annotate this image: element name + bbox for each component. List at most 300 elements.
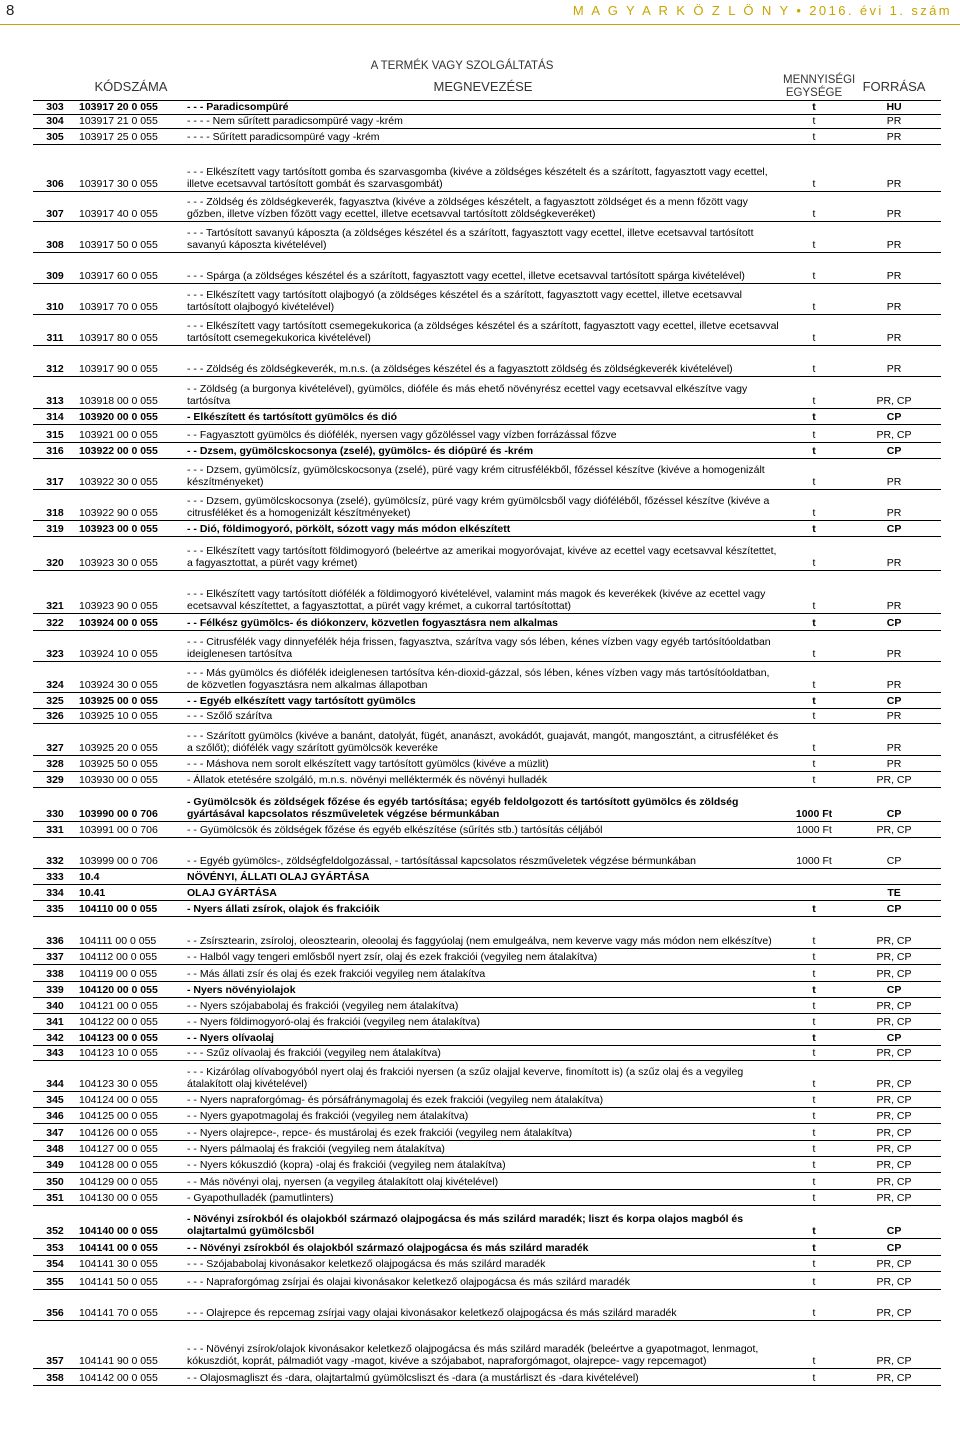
row-description: - - - Spárga (a zöldséges készétel és a szárított, fagyasztott vagy ecettel, illetve ecetsavval tartósított spárga kivételével): [185, 253, 781, 284]
table-row: [33, 115, 941, 129]
header-blank-src: [847, 52, 941, 72]
row-number: 305: [33, 129, 77, 145]
row-description: - - - Dzsem, gyümölcskocsonya (zselé), gyümölcsíz, püré vagy krém gyümölcsből vagy dióféléből, főzéssel készítve (kivéve a citrusféléket és a homogenizált készítményeket): [185, 490, 781, 521]
row-unit: t: [781, 145, 847, 192]
row-code: 104112 00 0 055: [77, 949, 185, 965]
row-number: 340: [33, 998, 77, 1014]
row-number: 330: [33, 788, 77, 822]
row-source: PR: [847, 284, 941, 315]
row-number: 329: [33, 772, 77, 788]
row-unit: t: [781, 772, 847, 788]
table-row: [33, 788, 941, 822]
row-number: 323: [33, 631, 77, 662]
row-code: 103918 00 0 055: [77, 377, 185, 409]
table-row: [33, 965, 941, 982]
row-number: 325: [33, 693, 77, 709]
row-code: 104123 30 0 055: [77, 1061, 185, 1092]
row-unit: t: [781, 1108, 847, 1124]
row-unit: t: [781, 1141, 847, 1157]
row-description: - - - Olajrepce és repcemag zsírjai vagy olajai kivonásakor keletkező olajpogácsa és más szilárd maradék: [185, 1290, 781, 1321]
row-description: - Gyapothulladék (pamutlinters): [185, 1190, 781, 1206]
table-row: [33, 1173, 941, 1190]
row-source: CP: [847, 443, 941, 459]
row-code: 103922 30 0 055: [77, 459, 185, 490]
row-source: CP: [847, 1030, 941, 1046]
row-unit: t: [781, 1124, 847, 1141]
row-description: - - - Szárított gyümölcs (kivéve a banánt, datolyát, fügét, ananászt, avokádót, guajavát, mangót, mangosztánt, a citrusféléket és a szőlőt); diófélék vagy szárított gyümölcsök keveréke: [185, 724, 781, 756]
row-description: - - Nyers olajrepce-, repce- és mustárolaj és ezek frakciói (vegyileg nem átalakítva): [185, 1124, 781, 1141]
row-unit: t: [781, 1046, 847, 1061]
row-code: 103925 50 0 055: [77, 756, 185, 772]
row-code: 103917 25 0 055: [77, 129, 185, 145]
row-unit: t: [781, 1256, 847, 1272]
row-number: 355: [33, 1272, 77, 1290]
row-description: - - - Szűz olívaolaj és frakciói (vegyileg nem átalakítva): [185, 1046, 781, 1061]
row-code: 103917 40 0 055: [77, 192, 185, 222]
row-source: PR: [847, 346, 941, 377]
row-unit: t: [781, 1321, 847, 1369]
table-row: [33, 1157, 941, 1173]
row-code: 103917 21 0 055: [77, 115, 185, 129]
row-unit: t: [781, 1369, 847, 1386]
row-unit: 1000 Ft: [781, 838, 847, 869]
row-unit: t: [781, 631, 847, 662]
name-column-header: MEGNEVEZÉSE: [433, 78, 533, 94]
row-description: - - - Más gyümölcs és diófélék ideiglenesen tartósítva kén-dioxid-gázzal, sós lében, kénes vízben vagy más tartósítóoldatban, de közvetlen fogyasztásra nem alkalmas állapotban: [185, 662, 781, 693]
row-unit: t: [781, 571, 847, 614]
row-source: PR, CP: [847, 1290, 941, 1321]
row-number: 331: [33, 822, 77, 838]
row-description: - - - Elkészített vagy tartósított csemegekukorica (a zöldséges készétel és a szárított, fagyasztott vagy ecettel, illetve ecetsavval tartósított csemegekukorica kivételével): [185, 315, 781, 346]
row-description: - - Növényi zsírokból és olajokból származó olajpogácsa és más szilárd maradék: [185, 1239, 781, 1256]
row-description: - - Dió, földimogyoró, pörkölt, sózott vagy más módon elkészített: [185, 521, 781, 537]
row-source: PR, CP: [847, 425, 941, 443]
row-number: 308: [33, 222, 77, 253]
row-number: 349: [33, 1157, 77, 1173]
row-code: 104141 50 0 055: [77, 1272, 185, 1290]
table-row: [33, 772, 941, 788]
row-unit: t: [781, 1290, 847, 1321]
table-row: [33, 521, 941, 537]
row-description: - - Nyers napraforgómag- és pórsáfránymagolaj és ezek frakciói (vegyileg nem átalakítva): [185, 1092, 781, 1108]
row-source: PR, CP: [847, 1141, 941, 1157]
row-description: - - - Dzsem, gyümölcsíz, gyümölcskocsonya (zselé), püré vagy krém citrusfélékből, főzéssel készítve (kivéve a homogenizált készítményeket): [185, 459, 781, 490]
table-row: [33, 253, 941, 284]
row-number: 326: [33, 709, 77, 724]
row-source: PR, CP: [847, 998, 941, 1014]
row-description: - - - Kizárólag olívabogyóból nyert olaj és frakciói nyersen (a szűz olajjal keverve, finomított is) (a szűz olaj és a vegyileg átalakított olaj kivételével): [185, 1061, 781, 1092]
row-unit: t: [781, 1014, 847, 1030]
row-number: 348: [33, 1141, 77, 1157]
row-code: 104141 00 0 055: [77, 1239, 185, 1256]
row-source: PR, CP: [847, 1272, 941, 1290]
row-code: 103917 60 0 055: [77, 253, 185, 284]
table-row: [33, 614, 941, 631]
table-row: [33, 537, 941, 571]
table-row: [33, 409, 941, 425]
table-row: [33, 724, 941, 756]
row-number: 307: [33, 192, 77, 222]
row-source: CP: [847, 409, 941, 425]
product-table: [33, 52, 941, 1386]
row-unit: t: [781, 377, 847, 409]
row-source: PR, CP: [847, 1092, 941, 1108]
table-row: [33, 1061, 941, 1092]
row-code: 103923 00 0 055: [77, 521, 185, 537]
row-description: - - Más növényi olaj, nyersen (a vegyileg átalakított olaj kivételével): [185, 1173, 781, 1190]
row-description: - Nyers állati zsírok, olajok és frakcióik: [185, 901, 781, 917]
row-unit: t: [781, 756, 847, 772]
row-number: 344: [33, 1061, 77, 1092]
row-number: 318: [33, 490, 77, 521]
row-source: PR, CP: [847, 1061, 941, 1092]
row-description: - - Olajosmagliszt és -dara, olajtartalmú gyümölcsliszt és -dara (a mustárliszt és -dara kivételével): [185, 1369, 781, 1386]
row-source: PR, CP: [847, 1157, 941, 1173]
row-unit: t: [781, 1272, 847, 1290]
row-number: 353: [33, 1239, 77, 1256]
row-number: 345: [33, 1092, 77, 1108]
table-row: [33, 1206, 941, 1239]
table-row: [33, 490, 941, 521]
row-code: 103920 00 0 055: [77, 409, 185, 425]
row-source: PR, CP: [847, 949, 941, 965]
table-row: [33, 949, 941, 965]
row-source: PR, CP: [847, 1369, 941, 1386]
row-source: CP: [847, 788, 941, 822]
row-number: 332: [33, 838, 77, 869]
row-description: - - Zsírsztearin, zsíroloj, oleosztearin, oleoolaj és faggyúolaj (nem emulgeálva, nem keverve vagy más módon nem elkészítve): [185, 917, 781, 949]
row-number: 321: [33, 571, 77, 614]
row-description: - Elkészített és tartósított gyümölcs és dió: [185, 409, 781, 425]
source-column-header: FORRÁSA: [862, 78, 926, 94]
row-code: 104140 00 0 055: [77, 1206, 185, 1239]
row-description: - - - - Nem sűrített paradicsompüré vagy -krém: [185, 115, 781, 129]
table-row: [33, 1256, 941, 1272]
row-number: 315: [33, 425, 77, 443]
row-number: 303: [33, 101, 77, 115]
row-number: 327: [33, 724, 77, 756]
table-row: [33, 838, 941, 869]
row-unit: t: [781, 459, 847, 490]
row-unit: t: [781, 101, 847, 115]
row-code: 103917 50 0 055: [77, 222, 185, 253]
row-source: PR: [847, 709, 941, 724]
row-unit: t: [781, 346, 847, 377]
table-row: [33, 693, 941, 709]
row-source: HU: [847, 101, 941, 115]
row-unit: 1000 Ft: [781, 788, 847, 822]
row-number: 346: [33, 1108, 77, 1124]
table-row: [33, 1272, 941, 1290]
row-source: PR: [847, 115, 941, 129]
row-number: 337: [33, 949, 77, 965]
row-source: PR: [847, 192, 941, 222]
row-source: CP: [847, 901, 941, 917]
row-code: 104141 90 0 055: [77, 1321, 185, 1369]
row-unit: t: [781, 1061, 847, 1092]
row-code: 103990 00 0 706: [77, 788, 185, 822]
row-description: - - Fagyasztott gyümölcs és diófélék, nyersen vagy gőzöléssel vagy vízben forrázással főzve: [185, 425, 781, 443]
row-number: 339: [33, 982, 77, 998]
table-row: [33, 192, 941, 222]
row-unit: t: [781, 982, 847, 998]
row-description: - - - Növényi zsírok/olajok kivonásakor keletkező olajpogácsa és más szilárd maradék (beleértve a gyapotmagot, lenmagot, kókuszdiót, koprát, pálmadiót vagy -magot, kivéve a szójababot, napraforgómagot, olajrepce- vagy repcemagot): [185, 1321, 781, 1369]
row-code: 103921 00 0 055: [77, 425, 185, 443]
row-code: 104129 00 0 055: [77, 1173, 185, 1190]
row-source: [847, 869, 941, 885]
table-row: [33, 315, 941, 346]
table-row: [33, 346, 941, 377]
row-code: 104130 00 0 055: [77, 1190, 185, 1206]
row-unit: t: [781, 724, 847, 756]
row-description: - - - Elkészített vagy tartósított gomba és szarvasgomba (kivéve a zöldséges készételt és a szárított, fagyasztott vagy ecettel, illetve ecetsavval tartósított gombát és szarvasgombát): [185, 145, 781, 192]
row-unit: t: [781, 284, 847, 315]
row-source: CP: [847, 693, 941, 709]
table-row: [33, 1369, 941, 1386]
row-number: 343: [33, 1046, 77, 1061]
table-row: [33, 998, 941, 1014]
table-row: [33, 1124, 941, 1141]
row-source: PR, CP: [847, 1321, 941, 1369]
table-row: [33, 425, 941, 443]
row-code: 103930 00 0 055: [77, 772, 185, 788]
table-row: [33, 129, 941, 145]
row-unit: t: [781, 521, 847, 537]
header-rule: [0, 24, 960, 25]
row-code: 103925 10 0 055: [77, 709, 185, 724]
row-source: PR, CP: [847, 1256, 941, 1272]
row-description: - - Egyéb elkészített vagy tartósított gyümölcs: [185, 693, 781, 709]
row-number: 309: [33, 253, 77, 284]
row-unit: t: [781, 662, 847, 693]
table-row: [33, 1092, 941, 1108]
row-source: PR, CP: [847, 1190, 941, 1206]
row-source: TE: [847, 885, 941, 901]
row-description: - - Nyers szójababolaj és frakciói (vegyileg nem átalakítva): [185, 998, 781, 1014]
row-unit: t: [781, 490, 847, 521]
row-code: 103923 90 0 055: [77, 571, 185, 614]
table-row: [33, 377, 941, 409]
row-source: PR: [847, 724, 941, 756]
row-code: 104126 00 0 055: [77, 1124, 185, 1141]
row-unit: t: [781, 1206, 847, 1239]
row-unit: t: [781, 1030, 847, 1046]
row-source: PR, CP: [847, 822, 941, 838]
row-number: 324: [33, 662, 77, 693]
row-description: - - Más állati zsír és olaj és ezek frakciói vegyileg nem átalakítva: [185, 965, 781, 982]
row-code: 103917 20 0 055: [77, 101, 185, 115]
row-number: 322: [33, 614, 77, 631]
product-group-header: A TERMÉK VAGY SZOLGÁLTATÁS: [370, 60, 554, 72]
row-code: 103925 00 0 055: [77, 693, 185, 709]
row-description: - - Nyers gyapotmagolaj és frakciói (vegyileg nem átalakítva): [185, 1108, 781, 1124]
row-number: 350: [33, 1173, 77, 1190]
table-row: [33, 869, 941, 885]
row-description: - - Zöldség (a burgonya kivételével), gyümölcs, dióféle és más ehető növényrész ecettel vagy ecetsavval elkészítve vagy tartósítva: [185, 377, 781, 409]
row-source: PR: [847, 253, 941, 284]
row-source: PR, CP: [847, 1124, 941, 1141]
table-row: [33, 571, 941, 614]
row-description: - - - Elkészített vagy tartósított földimogyoró (beleértve az amerikai mogyoróvajat, kivéve az ecettel vagy ecetsavval készítettet, a fagyasztottat, a pürét vagy krémet): [185, 537, 781, 571]
table-row: [33, 145, 941, 192]
table-row: [33, 1290, 941, 1321]
row-code: 103925 20 0 055: [77, 724, 185, 756]
table-body: [33, 101, 941, 1386]
journal-title: M A G Y A R K Ö Z L Ö N Y • 2016. évi 1. szám: [572, 3, 952, 18]
table-row: [33, 709, 941, 724]
row-source: PR: [847, 315, 941, 346]
table-row: [33, 662, 941, 693]
row-unit: 1000 Ft: [781, 822, 847, 838]
table-row: [33, 1141, 941, 1157]
row-number: 311: [33, 315, 77, 346]
row-unit: t: [781, 1157, 847, 1173]
row-source: PR, CP: [847, 1046, 941, 1061]
row-source: CP: [847, 521, 941, 537]
table-row: [33, 756, 941, 772]
row-code: 104110 00 0 055: [77, 901, 185, 917]
row-number: 356: [33, 1290, 77, 1321]
row-description: - - Nyers kókuszdió (kopra) -olaj és frakciói (vegyileg nem átalakítva): [185, 1157, 781, 1173]
table-row: [33, 917, 941, 949]
row-description: - - - Zöldség és zöldségkeverék, m.n.s. (a zöldséges készétel és a fagyasztott zöldség és zöldségkeverék kivételével): [185, 346, 781, 377]
row-unit: [781, 885, 847, 901]
row-source: PR, CP: [847, 1108, 941, 1124]
row-code: 104119 00 0 055: [77, 965, 185, 982]
row-code: 104125 00 0 055: [77, 1108, 185, 1124]
row-source: PR, CP: [847, 965, 941, 982]
unit-column-header: MENNYISÉGI EGYSÉGE: [783, 74, 856, 99]
row-source: PR: [847, 537, 941, 571]
row-unit: t: [781, 315, 847, 346]
table-row: [33, 1030, 941, 1046]
row-code: 103922 90 0 055: [77, 490, 185, 521]
row-description: - - - Paradicsompüré: [185, 101, 781, 115]
row-unit: [781, 869, 847, 885]
row-unit: t: [781, 965, 847, 982]
row-unit: t: [781, 709, 847, 724]
row-number: 333: [33, 869, 77, 885]
row-description: - - Nyers földimogyoró-olaj és frakciói (vegyileg nem átalakítva): [185, 1014, 781, 1030]
row-code: 104123 10 0 055: [77, 1046, 185, 1061]
row-number: 358: [33, 1369, 77, 1386]
row-number: 313: [33, 377, 77, 409]
table-row: [33, 982, 941, 998]
row-code: 103924 30 0 055: [77, 662, 185, 693]
row-code: 103999 00 0 706: [77, 838, 185, 869]
row-description: - Nyers növényiolajok: [185, 982, 781, 998]
table-row: [33, 1108, 941, 1124]
row-code: 103991 00 0 706: [77, 822, 185, 838]
row-description: - - - Napraforgómag zsírjai és olajai kivonásakor keletkező olajpogácsa és más szilárd maradék: [185, 1272, 781, 1290]
table-row: [33, 459, 941, 490]
row-code: 104122 00 0 055: [77, 1014, 185, 1030]
row-number: 310: [33, 284, 77, 315]
row-description: - - Halból vagy tengeri emlősből nyert zsír, olaj és ezek frakciói (vegyileg nem átalakítva): [185, 949, 781, 965]
row-number: 328: [33, 756, 77, 772]
row-description: - - - Máshova nem sorolt elkészített vagy tartósított gyümölcs (kivéve a müzlit): [185, 756, 781, 772]
row-source: PR: [847, 756, 941, 772]
row-source: CP: [847, 838, 941, 869]
row-number: 357: [33, 1321, 77, 1369]
row-source: PR: [847, 129, 941, 145]
table-row: [33, 1190, 941, 1206]
row-description: - - - - Sűrített paradicsompüré vagy -krém: [185, 129, 781, 145]
row-number: 320: [33, 537, 77, 571]
row-number: 306: [33, 145, 77, 192]
row-unit: t: [781, 115, 847, 129]
row-unit: t: [781, 1190, 847, 1206]
row-code: 103924 00 0 055: [77, 614, 185, 631]
row-code: 104142 00 0 055: [77, 1369, 185, 1386]
row-unit: t: [781, 409, 847, 425]
row-code: 103923 30 0 055: [77, 537, 185, 571]
row-source: CP: [847, 1206, 941, 1239]
row-code: 104141 70 0 055: [77, 1290, 185, 1321]
row-code: 104123 00 0 055: [77, 1030, 185, 1046]
row-code: 104121 00 0 055: [77, 998, 185, 1014]
table-row: [33, 443, 941, 459]
row-description: - - - Tartósított savanyú káposzta (a zöldséges készétel és a szárított, fagyasztott vagy ecettel, illetve ecetsavval tartósított savanyú káposzta kivételével): [185, 222, 781, 253]
row-number: 314: [33, 409, 77, 425]
row-number: 338: [33, 965, 77, 982]
row-number: 336: [33, 917, 77, 949]
table-row: [33, 222, 941, 253]
row-code: 104141 30 0 055: [77, 1256, 185, 1272]
table-row: [33, 885, 941, 901]
header-blank-num2: [33, 72, 77, 101]
row-number: 351: [33, 1190, 77, 1206]
row-unit: t: [781, 222, 847, 253]
table-row: [33, 1239, 941, 1256]
row-source: PR: [847, 631, 941, 662]
row-code: 104111 00 0 055: [77, 917, 185, 949]
row-unit: t: [781, 917, 847, 949]
row-code: 103922 00 0 055: [77, 443, 185, 459]
row-unit: t: [781, 998, 847, 1014]
row-unit: t: [781, 443, 847, 459]
page-header: [0, 0, 960, 34]
row-description: - Gyümölcsök és zöldségek főzése és egyéb tartósítása; egyéb feldolgozott és tartósított gyümölcs és zöldség gyártásával kapcsolatos részműveletek végzése bérmunkában: [185, 788, 781, 822]
row-code: 103924 10 0 055: [77, 631, 185, 662]
row-number: 342: [33, 1030, 77, 1046]
row-description: - - Nyers pálmaolaj és frakciói (vegyileg nem átalakítva): [185, 1141, 781, 1157]
row-source: PR: [847, 662, 941, 693]
row-description: - Állatok etetésére szolgáló, m.n.s. növényi melléktermék és növényi hulladék: [185, 772, 781, 788]
row-source: PR: [847, 490, 941, 521]
row-description: - - - Szójababolaj kivonásakor keletkező olajpogácsa és más szilárd maradék: [185, 1256, 781, 1272]
row-unit: t: [781, 192, 847, 222]
row-source: CP: [847, 1239, 941, 1256]
row-code: 10.4: [77, 869, 185, 885]
row-source: PR, CP: [847, 917, 941, 949]
row-description: - - - Elkészített vagy tartósított olajbogyó (a zöldséges készétel és a szárított, fagyasztott vagy ecettel, illetve ecetsavval tartósított olajbogyó kivételével): [185, 284, 781, 315]
row-description: OLAJ GYÁRTÁSA: [185, 885, 781, 901]
row-description: - - - Zöldség és zöldségkeverék, fagyasztva (kivéve a zöldséges készételt, a fagyasztott zöldséget és a menn főzött vagy gőzben, illetve vízben főzött vagy ecettel, illetve ecetsavval tartósított zöldségkeveréket): [185, 192, 781, 222]
row-source: PR, CP: [847, 1173, 941, 1190]
row-code: 103917 90 0 055: [77, 346, 185, 377]
table-row: [33, 822, 941, 838]
row-source: PR: [847, 222, 941, 253]
row-unit: t: [781, 1239, 847, 1256]
row-number: 316: [33, 443, 77, 459]
row-source: CP: [847, 982, 941, 998]
row-unit: t: [781, 1173, 847, 1190]
row-code: 103917 70 0 055: [77, 284, 185, 315]
row-unit: t: [781, 537, 847, 571]
row-number: 347: [33, 1124, 77, 1141]
row-source: PR: [847, 459, 941, 490]
